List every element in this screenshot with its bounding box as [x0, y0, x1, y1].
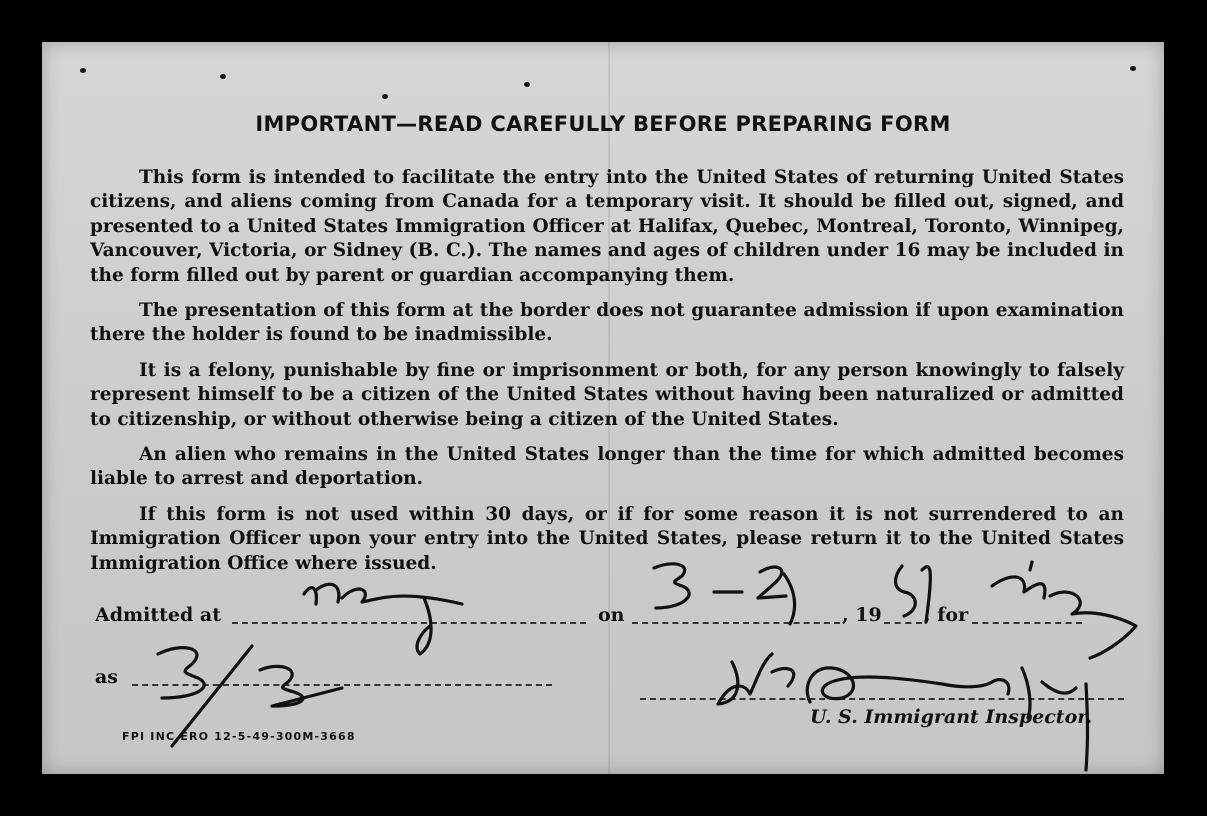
instructions: [90, 166, 1124, 587]
form-title: IMPORTANT—READ CAREFULLY BEFORE PREPARING FORM: [255, 112, 951, 136]
year-line: [884, 622, 922, 624]
on-label: on: [598, 604, 625, 626]
ink-spot: [1130, 66, 1136, 71]
paragraph-return: If this form is not used within 30 days, or if for some reason it is not surrendered to an Immigration Officer upon your entry into the United States, please return it to the United States Immigration Office where issued.: [90, 503, 1124, 574]
handwritten-admitted-at: [304, 584, 462, 654]
inspector-label: U. S. Immigrant Inspector.: [810, 706, 1093, 728]
ink-spot: [382, 94, 388, 99]
for-label: , for: [924, 604, 969, 626]
year-label: , 19: [842, 604, 882, 626]
as-line: [132, 684, 552, 686]
admitted-at-label: Admitted at: [95, 604, 221, 626]
paragraph-no-guarantee: The presentation of this form at the border does not guarantee admission if upon examination there the holder is found to be inadmissible.: [90, 300, 1124, 346]
admitted-at-line: [232, 622, 586, 624]
paragraph-felony: It is a felony, punishable by fine or imprisonment or both, for any person knowingly to falsely represent himself to be a citizen of the United States without having been naturalized or admitted to citizenship, or without otherwise being a citizen of the United States.: [90, 359, 1124, 430]
entry-form-card: [42, 42, 1164, 774]
ink-spot: [220, 74, 226, 79]
print-code: FPI INC ERO 12-5-49-300M-3668: [122, 730, 356, 743]
signature-line: [640, 698, 1124, 700]
paragraph-alien-stay: An alien who remains in the United States longer than the time for which admitted becomes liable to arrest and deportation.: [90, 444, 1124, 490]
as-label: as: [95, 666, 119, 688]
date-line: [632, 622, 840, 624]
paragraph-purpose: This form is intended to facilitate the entry into the United States of returning United States citizens, and aliens coming from Canada for a temporary visit. It should be filled out, signed, and presented to a United States Immigration Officer at Halifax, Quebec, Montreal, Toronto, Winnipeg, Vancouver, Victoria, or Sidney (B. C.). The names and ages of children under 16 may be included in the form filled out by parent or guardian accompanying them.: [90, 167, 1124, 286]
ink-spot: [524, 82, 530, 87]
duration-line: [972, 622, 1082, 624]
ink-spot: [80, 68, 86, 73]
